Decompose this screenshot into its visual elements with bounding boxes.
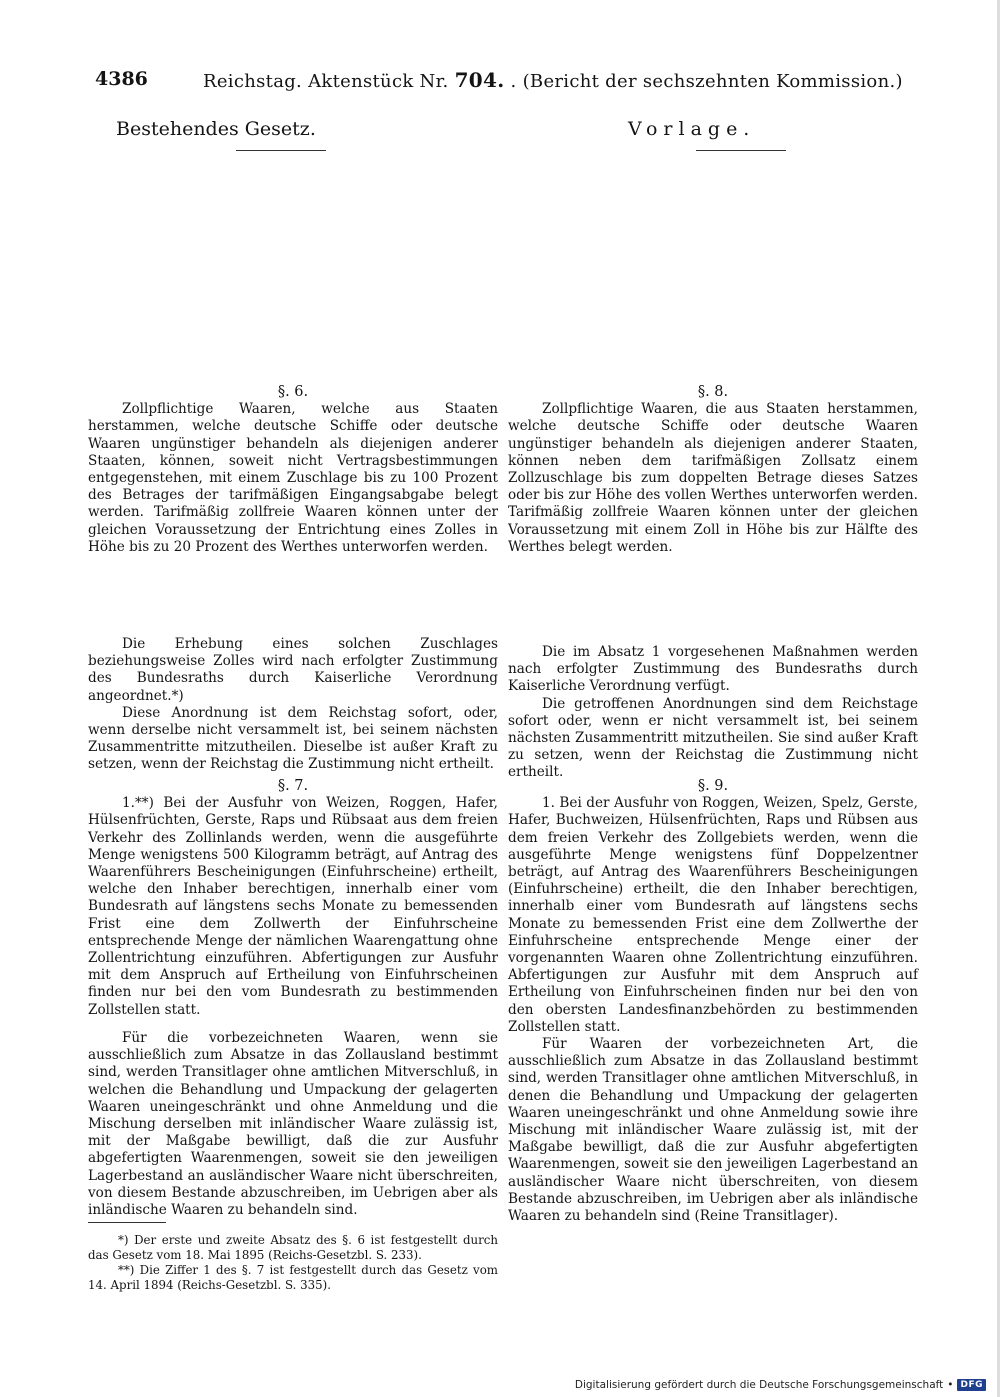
page-header — [95, 68, 910, 104]
section-6-paragraph-1: Zollpflichtige Waaren, welche aus Staaten herstammen, welche deutsche Schiffe oder deutsche Waaren ungünstiger behandeln als diejenigen anderer Staaten, können, soweit nicht Vertragsbestimmungen entgegenstehen, mit einem Zuschlage bis zu 100 Prozent des Betrages der tarifmäßigen Eingangsabgabe belegt werden. Tarifmäßig zollfreie Waaren können unter der gleichen Voraussetzung der Entrichtung eines Zolles in Höhe bis zu 20 Prozent des Werthes unterworfen werden. — [88, 401, 498, 555]
section-9-paragraph-2: Für Waaren der vorbezeichneten Art, die ausschließlich zum Absatze in das Zollausland bestimmt sind, werden Transitlager ohne amtlichen Mitverschluß, in denen die Behandlung und Umpackung der gelagerten Waaren uneingeschränkt und ohne Anmeldung sowie ihre Mischung mit inländischer Waare zulässig ist, mit der Maßgabe bewilligt, daß die zur Ausfuhr abgefertigten Waarenmengen, soweit sie den jeweiligen Lagerbestand an ausländischer Waare nicht überschreiten, von diesem Bestande abzuschreiben, im Uebrigen aber als inländische Waaren zu behandeln sind (Reine Transitlager). — [508, 1036, 918, 1225]
section-9-number: §. 9. — [697, 778, 729, 794]
footnotes — [88, 1222, 498, 1293]
section-6-paragraph-2: Die Erhebung eines solchen Zuschlages beziehungsweise Zolles wird nach erfolgter Zustimmung des Bundesraths durch Kaiserliche Verordnung angeordnet.*) — [88, 636, 498, 704]
credit-text: Digitalisierung gefördert durch die Deutsche Forschungsgemeinschaft — [574, 1379, 944, 1391]
left-column-heading: Bestehendes Gesetz. — [116, 118, 316, 140]
section-7-continued-block — [88, 1030, 498, 1219]
section-9-block — [508, 778, 918, 1225]
document-number: 704. — [454, 68, 505, 92]
section-8-paragraph-1: Zollpflichtige Waaren, die aus Staaten herstammen, welche deutsche Schiffe oder deutsche Waaren ungünstiger behandeln als diejenigen anderer Staaten, können neben dem tarifmäßigen Zollsatz einem Zollzuschlage bis zum doppelten Betrage dieses Satzes oder bis zur Höhe des vollen Werthes unterworfen werden. Tarifmäßig zollfreie Waaren können unter der gleichen Voraussetzung mit einem Zoll in Höhe bis zur Hälfte des Werthes belegt werden. — [508, 401, 918, 555]
credit-dot: • — [947, 1379, 954, 1391]
running-head — [203, 68, 903, 92]
right-heading-rule — [696, 150, 786, 151]
section-8-number: §. 8. — [697, 384, 729, 400]
left-heading-rule — [236, 150, 326, 151]
section-9-paragraph-1: 1. Bei der Ausfuhr von Roggen, Weizen, Spelz, Gerste, Hafer, Buchweizen, Hülsenfrüchten, Raps und Rübsen aus dem freien Verkehr des Zollgebiets werden, wenn die ausgeführte Menge wenigstens fünf Doppelzentner beträgt, auf Antrag des Waarenführers Bescheinigungen (Einfuhrscheine) ertheilt, die den Inhaber berechtigen, innerhalb einer vom Bundesrath auf längstens sechs Monate zu bemessenden Frist eine dem Zollwerthe der Einfuhrscheine entsprechende Menge einer der vorgenannten Waaren ohne Zollentrichtung einzuführen. Abfertigungen zur Ausfuhr mit dem Anspruch auf Ertheilung von Einfuhrscheinen finden nur bei den von den obersten Landesfinanzbehörden zu bestimmenden Zollstellen statt. — [508, 795, 918, 1035]
section-7-block — [88, 778, 498, 1019]
section-7-paragraph-2: Für die vorbezeichneten Waaren, wenn sie ausschließlich zum Absatze in das Zollausland bestimmt sind, werden Transitlager ohne amtlichen Mitverschluß, in welchen die Behandlung und Umpackung der gelagerten Waaren uneingeschränkt und ohne Anmeldung und die Mischung derselben mit inländischer Waare zulässig ist, mit der Maßgabe bewilligt, daß die zur Ausfuhr abgefertigten Waarenmengen, soweit sie den jeweiligen Lagerbestand an ausländischer Waare nicht überschreiten, von diesem Bestande abzuschreiben, im Uebrigen aber als inländische Waaren zu behandeln sind. — [88, 1030, 498, 1219]
section-6-block — [88, 384, 498, 556]
section-8-block — [508, 384, 918, 556]
running-head-suffix: . (Bericht der sechszehnten Kommission.) — [510, 71, 903, 92]
section-7-number: §. 7. — [277, 778, 309, 794]
right-column-heading: Vorlage. — [628, 118, 756, 140]
digitization-credit — [575, 1379, 986, 1391]
footnote-2: **) Die Ziffer 1 des §. 7 ist festgestellt durch das Gesetz vom 14. April 1894 (Reichs-Gesetzbl. S. 335). — [88, 1263, 498, 1292]
section-8-paragraph-3: Die getroffenen Anordnungen sind dem Reichstage sofort oder, wenn er nicht versammelt ist, bei seinem nächsten Zusammentritt mitzutheilen. Sie sind außer Kraft zu setzen, wenn der Reichstag die Zustimmung nicht ertheilt. — [508, 695, 918, 781]
section-6-paragraph-3: Diese Anordnung ist dem Reichstag sofort, oder, wenn derselbe nicht versammelt ist, bei seinem nächsten Zusammentritte mitzutheilen. Dieselbe ist außer Kraft zu setzen, wenn der Reichstag die Zustimmung nicht ertheilt. — [88, 704, 498, 773]
footnote-1: *) Der erste und zweite Absatz des §. 6 ist festgestellt durch das Gesetz vom 18. Mai 1895 (Reichs-Gesetzbl. S. 233). — [88, 1233, 498, 1262]
section-8-continued-block — [508, 644, 918, 782]
page-number: 4386 — [95, 68, 148, 90]
footnote-rule — [88, 1222, 166, 1223]
section-6-number: §. 6. — [277, 384, 309, 400]
section-6-continued-block — [88, 636, 498, 774]
dfg-logo-icon: DFG — [957, 1379, 986, 1391]
section-7-paragraph-1: 1.**) Bei der Ausfuhr von Weizen, Roggen, Hafer, Hülsenfrüchten, Gerste, Raps und Rübsaat aus dem freien Verkehr des Zollinlands werden, wenn die ausgeführte Menge wenigstens 500 Kilogramm beträgt, auf Antrag des Waarenführers Bescheinigungen (Einfuhrscheine) ertheilt, welche den Inhaber berechtigen, innerhalb einer vom Bundesrath auf längstens sechs Monate zu bemessenden Frist eine dem Zollwerth der Einfuhrscheine entsprechende Menge der nämlichen Waarengattung ohne Zollentrichtung einzuführen. Abfertigungen zur Ausfuhr mit dem Anspruch auf Ertheilung von Einfuhrscheinen finden nur bei den vom Bundesrath zu bestimmenden Zollstellen statt. — [88, 795, 498, 1018]
running-head-prefix: Reichstag. Aktenstück Nr. — [203, 71, 449, 92]
section-8-paragraph-2: Die im Absatz 1 vorgesehenen Maßnahmen werden nach erfolgter Zustimmung des Bundesraths durch Kaiserliche Verordnung verfügt. — [508, 644, 918, 695]
